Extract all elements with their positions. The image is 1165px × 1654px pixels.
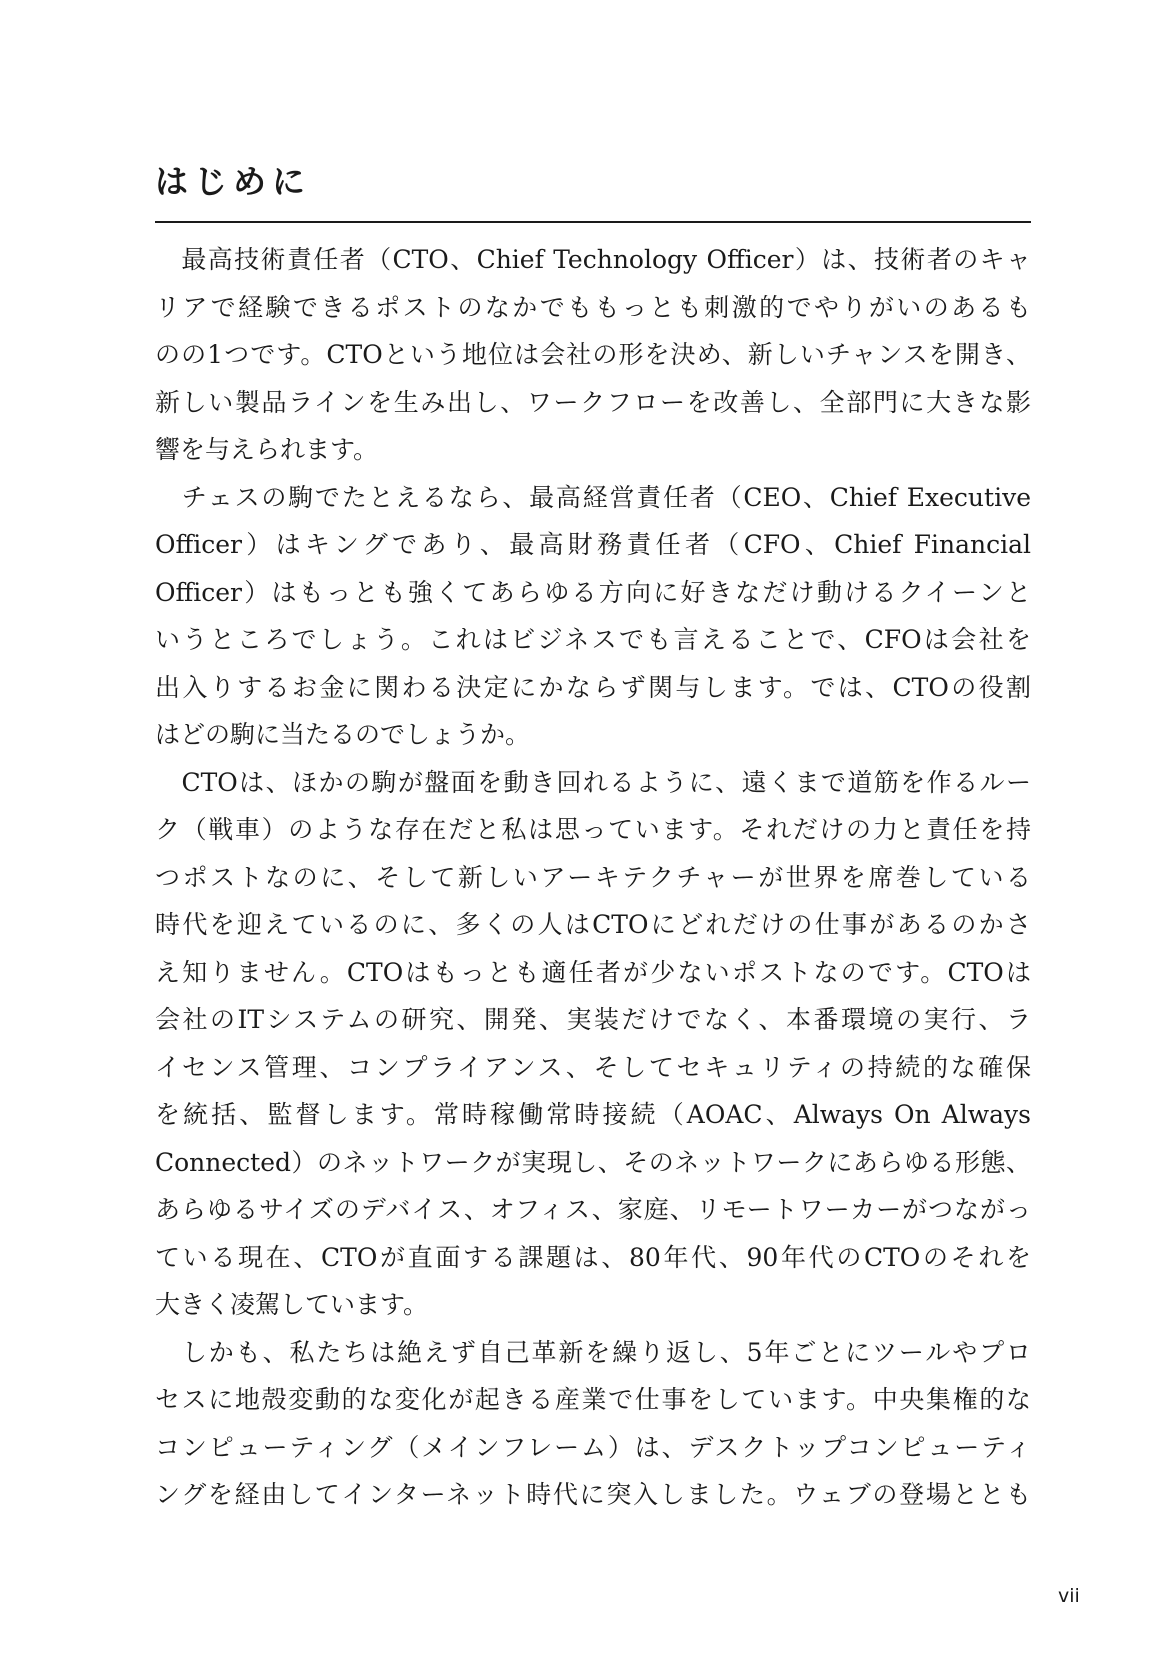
text-line: コンピューティング（メインフレーム）は、デスクトップコンピューティ [155,1432,1031,1462]
body-text [155,236,1031,1519]
text-line: 大きく凌駕しています。 [155,1290,429,1319]
text-line: チェスの駒でたとえるなら、最高経営責任者（CEO、Chief Executive [155,482,1031,512]
text-line: 響を与えられます。 [155,435,379,464]
text-line: 会社のITシステムの研究、開発、実装だけでなく、本番環境の実行、ラ [155,1005,1031,1034]
text-line: ている現在、CTOが直面する課題は、80年代、90年代のCTOのそれを [155,1242,1031,1272]
text-line: はどの駒に当たるのでしょうか。 [155,720,531,749]
text-line: イセンス管理、コンプライアンス、そしてセキュリティの持続的な確保 [155,1052,1031,1082]
text-line: 出入りするお金に関わる決定にかならず関与します。では、CTOの役割 [155,672,1031,702]
text-line: え知りません。CTOはもっとも適任者が少ないポストなのです。CTOは [155,957,1031,987]
text-line: いうところでしょう。これはビジネスでも言えることで、CFOは会社を [155,625,1031,654]
paragraph-4 [155,1329,1031,1519]
text-line: CTOは、ほかの駒が盤面を動き回れるように、遠くまで道筋を作るルー [155,767,1031,797]
text-line: ングを経由してインターネット時代に突入しました。ウェブの登場ととも [155,1480,1031,1509]
text-line: Officer）はキングであり、最高財務責任者（CFO、Chief Financial [155,530,1031,559]
paragraph-2 [155,474,1031,759]
text-line: ク（戦車）のような存在だと私は思っています。それだけの力と責任を持 [155,815,1031,844]
paragraph-3 [155,759,1031,1329]
text-line: を統括、監督します。常時稼働常時接続（AOAC、Always On Always [155,1100,1031,1129]
text-line: 最高技術責任者（CTO、Chief Technology Officer）は、技術者のキャ [155,245,1031,274]
text-line: あらゆるサイズのデバイス、オフィス、家庭、リモートワーカーがつながっ [155,1195,1031,1224]
text-line: 新しい製品ラインを生み出し、ワークフローを改善し、全部門に大きな影 [155,387,1031,417]
text-line: 時代を迎えているのに、多くの人はCTOにどれだけの仕事があるのかさ [155,910,1031,939]
page-number: vii [1058,1585,1080,1607]
text-line: Officer）はもっとも強くてあらゆる方向に好きなだけ動けるクイーンと [155,577,1031,607]
text-line: しかも、私たちは絶えず自己革新を繰り返し、5年ごとにツールやプロ [155,1337,1031,1367]
text-line: つポストなのに、そして新しいアーキテクチャーが世界を席巻している [155,862,1031,892]
text-line: Connected）のネットワークが実現し、そのネットワークにあらゆる形態、 [155,1147,1031,1177]
title-rule [155,221,1031,223]
text-line: のの1つです。CTOという地位は会社の形を決め、新しいチャンスを開き、 [155,340,1031,369]
text-line: リアで経験できるポストのなかでももっとも刺激的でやりがいのあるも [155,292,1031,322]
paragraph-1 [155,236,1031,474]
chapter-title: はじめに [155,162,311,201]
text-line: セスに地殻変動的な変化が起きる産業で仕事をしています。中央集権的な [155,1385,1031,1414]
